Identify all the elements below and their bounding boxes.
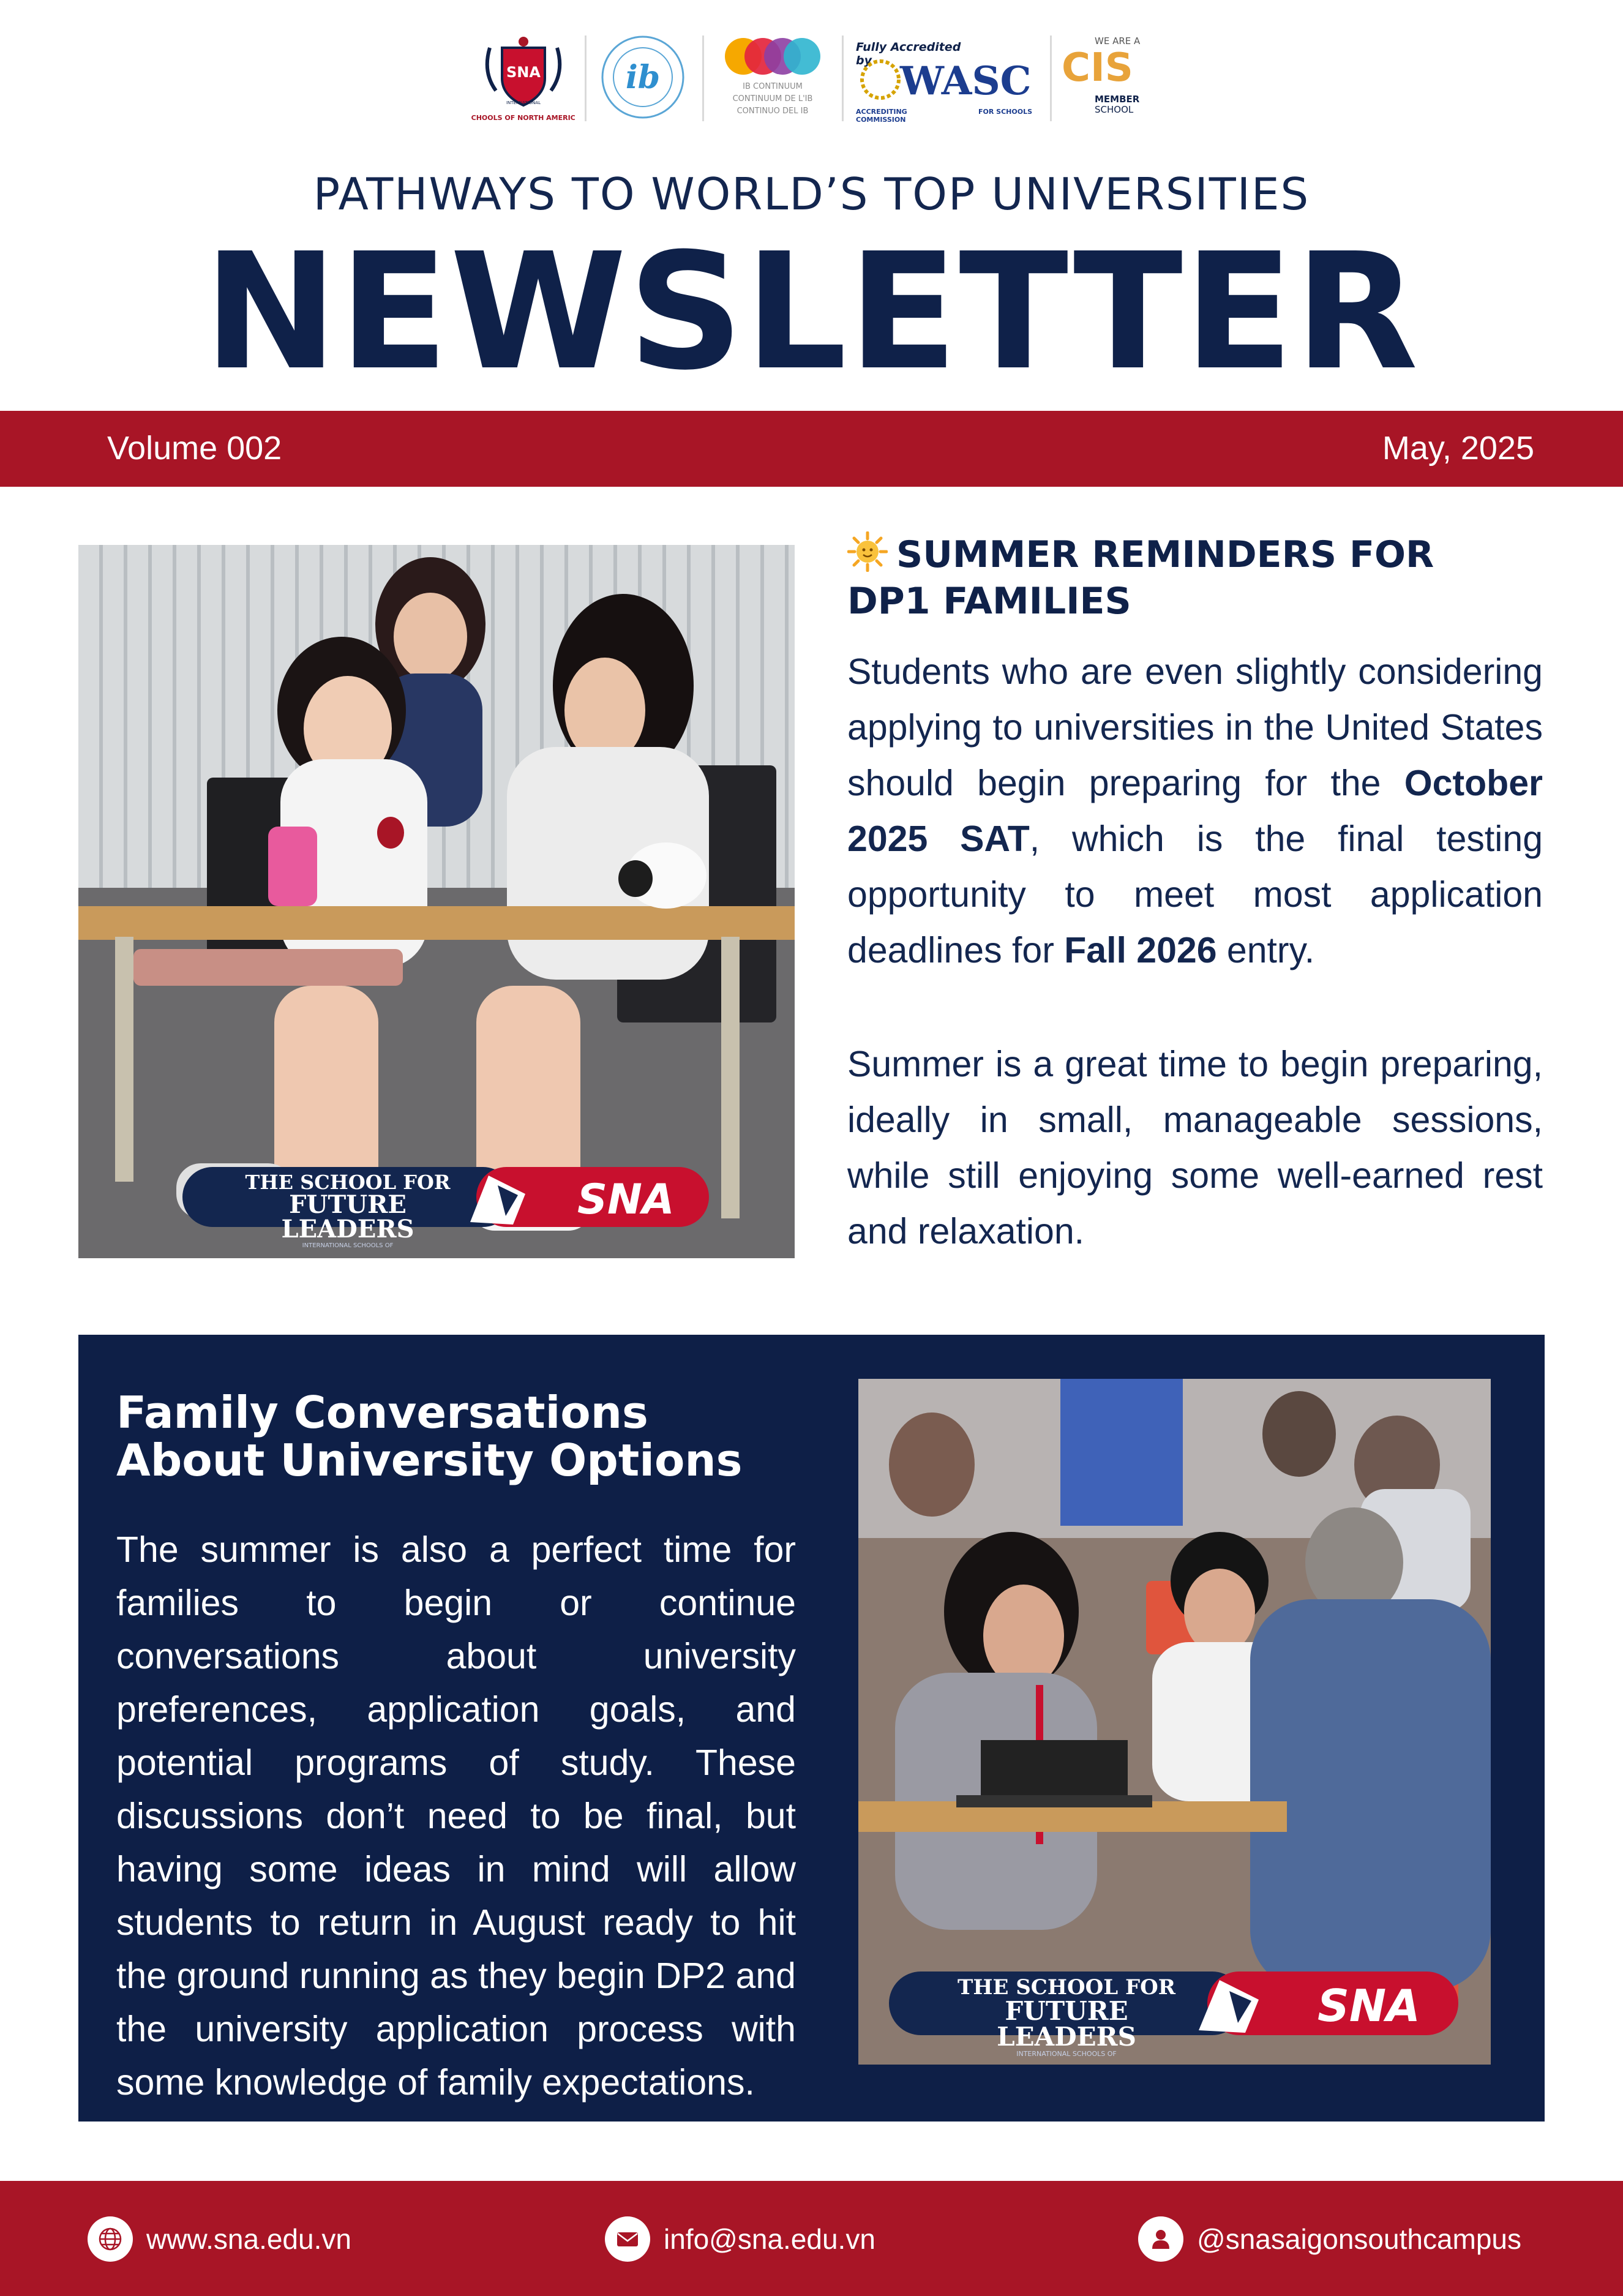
sna-logo (471, 29, 575, 127)
ib-continuum-line2: CONTINUUM DE L'IB (732, 94, 813, 103)
footer-email[interactable] (605, 2216, 875, 2262)
footer-social[interactable] (1138, 2216, 1521, 2262)
sun-icon (847, 531, 888, 580)
banner-brand: SNA (577, 1176, 675, 1224)
newsletter-subtitle: PATHWAYS TO WORLD’S TOP UNIVERSITIES (313, 168, 1310, 220)
summer-paragraph-1: Students who are even slightly considering applying to universities in the United States should begin preparing for the October 2025 SAT, which is the final testing opportunity to meet most application deadlines for Fall 2026 entry. (847, 651, 1543, 970)
banner-line1: THE SCHOOL FOR (958, 1975, 1175, 2000)
svg-text:SCHOOLS OF NORTH AMERICA: SCHOOLS OF NORTH AMERICA (471, 114, 575, 122)
website-link[interactable]: www.sna.edu.vn (146, 2223, 351, 2255)
email-link[interactable]: info@sna.edu.vn (664, 2223, 875, 2255)
logo-divider (702, 36, 704, 121)
newsletter-title: NEWSLETTER (203, 219, 1420, 405)
issue-date: May, 2025 (1382, 430, 1534, 467)
summer-heading-line1: SUMMER REMINDERS FOR (896, 533, 1434, 576)
ib-continuum-logo (711, 29, 834, 127)
entry-term: Fall 2026 (1064, 930, 1217, 970)
logo-divider (585, 36, 587, 121)
summer-heading-line2: DP1 FAMILIES (847, 580, 1131, 623)
social-handle[interactable]: @snasaigonsouthcampus (1197, 2223, 1522, 2255)
user-icon (1138, 2216, 1183, 2262)
students-photo (78, 545, 795, 1258)
banner-line2: FUTURE LEADERS (281, 1190, 414, 1244)
banner-line2: FUTURE LEADERS (997, 1996, 1136, 2052)
summer-paragraph-2: Summer is a great time to begin preparing, ideally in small, manageable sessions, while still enjoying some well-earned rest and relaxation. (847, 1044, 1543, 1251)
globe-icon (88, 2216, 133, 2262)
wasc-name: WASC (900, 58, 1032, 104)
wasc-top-text: Fully Accredited by (856, 40, 961, 67)
footer (0, 2181, 1623, 2296)
cis-logo: WE ARE A CIS MEMBER SCHOOL (1062, 36, 1141, 115)
ib-continuum-line1: IB CONTINUUM (743, 82, 803, 91)
ib-mark: ib (625, 59, 661, 96)
logo-strip (471, 29, 1157, 127)
sat-date: October 2025 SAT (847, 763, 1543, 859)
footer-website[interactable] (88, 2216, 351, 2262)
issue-bar (0, 411, 1623, 487)
cis-name: CIS (1062, 45, 1133, 86)
wasc-logo: Fully Accredited by WASC ACCREDITING COMMISSION FOR SCHOOLS (856, 40, 1032, 124)
svg-text:INTERNATIONAL: INTERNATIONAL (506, 100, 541, 105)
volume-label: Volume 002 (107, 430, 282, 467)
family-heading (116, 1389, 802, 1484)
ib-continuum-line3: CONTINUO DEL IB (737, 107, 809, 116)
summer-heading (847, 531, 1545, 622)
family-heading-line2: About University Options (116, 1435, 743, 1486)
mail-icon (605, 2216, 650, 2262)
logo-divider (1050, 36, 1052, 121)
banner-line1: THE SCHOOL FOR (245, 1171, 451, 1194)
family-paragraph: The summer is also a perfect time for families to begin or continue conversations about university preferences, application goals, and potential programs of study. These discussions don’t need to be final, but having some ideas in mind will allow students to return in August ready to hit the ground running as they begin DP2 and the university application process with some knowledge of family expectations. (116, 1529, 796, 2103)
banner-brand: SNA (1318, 1980, 1420, 2032)
counseling-photo (858, 1379, 1491, 2065)
sna-badge-text: SNA (506, 64, 541, 81)
ib-logo (594, 29, 692, 127)
school-banner: THE SCHOOL FOR FUTURE LEADERS INTERNATIONAL SCHOOLS OF SNA (889, 1967, 1458, 2040)
school-banner: THE SCHOOL FOR FUTURE LEADERS INTERNATIONAL SCHOOLS OF SNA (182, 1163, 709, 1231)
logo-divider (842, 36, 844, 121)
family-heading-line1: Family Conversations (116, 1387, 648, 1438)
